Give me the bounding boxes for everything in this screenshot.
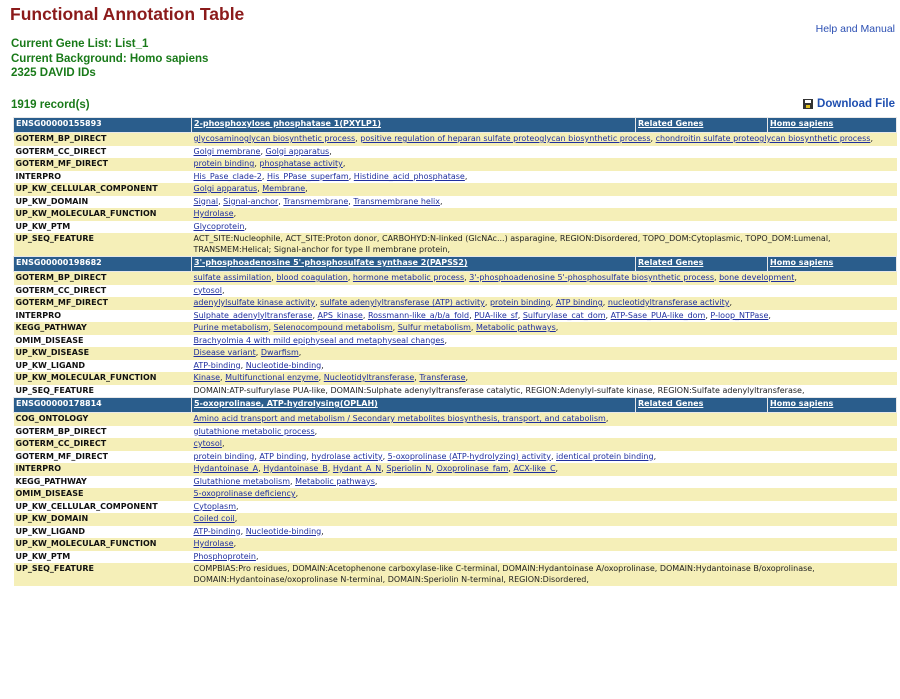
annotation-row [14,372,897,385]
annotation-row [14,513,897,526]
annotation-terms: cytosol, [192,438,897,451]
term-link[interactable]: Oxoprolinase_fam [436,464,509,473]
term-link[interactable]: adenylylsulfate kinase activity [193,298,316,307]
annotation-terms: His_Pase_clade-2, His_PPase_superfam, Histidine_acid_phosphatase, [192,171,897,184]
gene-name-link[interactable]: 3'-phosphoadenosine 5'-phosphosulfate synthase 2(PAPSS2) [194,258,468,267]
annotation-row [14,347,897,360]
annotation-terms: Sulphate_adenylyltransferase, APS_kinase, Rossmann-like_a/b/a_fold, PUA-like_sf, Sulfurylase_cat_dom, ATP-Sase_PUA-like_dom, P-loop_NTPase, [192,310,897,323]
term-link[interactable]: Sulphate_adenylyltransferase [193,310,313,320]
annotation-terms: protein binding, ATP binding, hydrolase activity, 5-oxoprolinase (ATP-hydrolyzing) activity, identical protein binding, [192,451,897,464]
annotation-terms: 5-oxoprolinase deficiency, [192,488,897,501]
term-link[interactable]: Golgi apparatus [193,184,258,193]
annotation-terms [192,563,897,586]
annotation-row [14,413,897,426]
annotation-terms [192,385,897,398]
annotation-terms: Kinase, Multifunctional enzyme, Nucleotidyltransferase, Transferase, [192,372,897,385]
annotation-category: UP_SEQ_FEATURE [14,563,192,586]
annotation-category: UP_KW_CELLULAR_COMPONENT [14,183,192,196]
annotation-terms: Disease variant, Dwarfism, [192,347,897,360]
annotation-category: UP_KW_MOLECULAR_FUNCTION [14,208,192,221]
annotation-category: KEGG_PATHWAY [14,322,192,335]
annotation-terms: ATP-binding, Nucleotide-binding, [192,360,897,373]
term-link[interactable]: Purine metabolism [193,323,269,332]
term-link[interactable]: Amino acid transport and metabolism / Secondary metabolites biosynthesis, transport, and catabolism [193,414,606,423]
term-link[interactable]: sulfate adenylyltransferase (ATP) activity [320,298,485,307]
term-link[interactable]: Hydantoinase_A [193,464,259,473]
annotation-category: GOTERM_CC_DIRECT [14,285,192,298]
download-file-link[interactable] [803,98,895,110]
term-link[interactable]: Membrane [262,184,306,193]
term-link[interactable]: Nucleotidyltransferase [323,373,415,382]
annotation-row [14,563,897,586]
annotation-terms: Glycoprotein, [192,221,897,234]
seq-feature-text: DOMAIN:ATP-sulfurylase PUA-like, DOMAIN:Sulphate adenylyltransferase catalytic, REGION:Adenylyl-sulfate kinase, REGION:Sulfate adenylyltransferase, [193,385,805,395]
annotation-category: GOTERM_CC_DIRECT [14,146,192,159]
annotation-category: INTERPRO [14,463,192,476]
annotation-terms: glutathione metabolic process, [192,426,897,439]
term-link[interactable]: ATP binding [555,298,603,307]
term-link[interactable]: blood coagulation [276,273,348,282]
term-link[interactable]: Glycoprotein [193,221,245,231]
annotation-row [14,221,897,234]
term-link[interactable]: Sulfur metabolism [397,323,471,332]
annotation-category: GOTERM_BP_DIRECT [14,426,192,439]
annotation-terms: Coiled coil, [192,513,897,526]
term-link[interactable]: protein binding [193,451,255,461]
term-link[interactable]: Hydantoinase_B [263,464,328,473]
gene-id: ENSG00000178814 [14,398,192,413]
annotation-category: UP_SEQ_FEATURE [14,385,192,398]
term-link[interactable]: P-loop_NTPase [710,310,769,320]
annotation-terms: Glutathione metabolism, Metabolic pathways, [192,476,897,489]
record-count: 1919 record(s) [11,99,90,111]
term-link[interactable]: phosphatase activity [259,159,343,168]
term-link[interactable]: sulfate assimilation [193,273,272,282]
term-link[interactable]: Speriolin_N [386,464,432,473]
annotation-row [14,385,897,398]
term-link[interactable]: identical protein binding [556,451,654,461]
related-genes-link[interactable]: Related Genes [638,119,704,128]
gene-id: ENSG00000198682 [14,257,192,272]
annotation-terms [192,233,897,257]
annotation-terms: Cytoplasm, [192,501,897,514]
term-link[interactable]: Signal [193,196,219,206]
annotation-category: GOTERM_BP_DIRECT [14,133,192,146]
annotation-row [14,133,897,146]
term-link[interactable]: Cytoplasm [193,501,237,511]
term-link[interactable]: Nucleotide-binding [245,526,322,536]
annotation-row [14,171,897,184]
annotation-category: UP_KW_CELLULAR_COMPONENT [14,501,192,514]
annotation-category: UP_KW_PTM [14,221,192,234]
annotation-terms: Brachyolmia 4 with mild epiphyseal and metaphyseal changes, [192,335,897,348]
annotation-category: INTERPRO [14,310,192,323]
annotation-row [14,551,897,564]
annotation-terms: Amino acid transport and metabolism / Secondary metabolites biosynthesis, transport, and catabolism, [192,413,897,426]
annotation-category: GOTERM_MF_DIRECT [14,297,192,310]
annotation-row [14,360,897,373]
annotation-terms: sulfate assimilation, blood coagulation, hormone metabolic process, 3'-phosphoadenosine 5'-phosphosulfate biosynthetic process, bone development, [192,272,897,285]
annotation-terms: ATP-binding, Nucleotide-binding, [192,526,897,539]
annotation-category: UP_KW_PTM [14,551,192,564]
annotation-category: UP_KW_DOMAIN [14,196,192,209]
term-link[interactable]: Sulfurylase_cat_dom [522,310,606,320]
gene-header-row [14,118,897,133]
annotation-row [14,310,897,323]
annotation-category: GOTERM_MF_DIRECT [14,158,192,171]
annotation-row [14,158,897,171]
gene-id: ENSG00000155893 [14,118,192,133]
annotation-row [14,538,897,551]
term-link[interactable]: Hydrolase [193,209,234,218]
annotation-table-body [14,118,897,587]
annotation-row [14,463,897,476]
current-background: Current Background: Homo sapiens [11,52,209,65]
annotation-terms: cytosol, [192,285,897,298]
annotation-terms: Signal, Signal-anchor, Transmembrane, Transmembrane helix, [192,196,897,209]
term-link[interactable]: Histidine_acid_phosphatase [353,171,465,181]
term-link[interactable]: Selenocompound metabolism [273,323,393,332]
annotation-category: INTERPRO [14,171,192,184]
annotation-row [14,272,897,285]
download-file-label: Download File [817,98,895,110]
term-link[interactable]: PUA-like_sf [474,310,518,320]
floppy-disk-icon [803,99,813,109]
annotation-terms: Golgi membrane, Golgi apparatus, [192,146,897,159]
annotation-category: UP_KW_LIGAND [14,360,192,373]
annotation-row [14,501,897,514]
list-info [11,37,208,81]
term-link[interactable]: Phosphoprotein [193,551,256,561]
annotation-terms: Golgi apparatus, Membrane, [192,183,897,196]
annotation-row [14,285,897,298]
term-link[interactable]: APS_kinase [317,310,363,320]
term-link[interactable]: cytosol [193,285,222,295]
term-link[interactable]: cytosol [193,439,222,448]
term-link[interactable]: hydrolase activity [311,451,383,461]
term-link[interactable]: ATP binding [259,451,307,461]
term-link[interactable]: ATP-Sase_PUA-like_dom [610,310,706,320]
term-link[interactable]: protein binding [193,159,255,168]
term-link[interactable]: Transmembrane [283,196,349,206]
annotation-row [14,208,897,221]
annotation-row [14,451,897,464]
annotation-category: UP_SEQ_FEATURE [14,233,192,257]
seq-feature-text: ACT_SITE:Nucleophile, ACT_SITE:Proton donor, CARBOHYD:N-linked (GlcNAc...) asparagine, REGION:Disordered, TOPO_DOM:Cytoplasmic, TOPO_DOM:Lumenal, TRANSMEM:Helical; Signal-anchor for type II membrane protein, [193,234,831,254]
term-link[interactable]: Nucleotide-binding [245,360,322,370]
annotation-row [14,438,897,451]
gene-header-row [14,257,897,272]
annotation-category: UP_KW_MOLECULAR_FUNCTION [14,372,192,385]
annotation-row [14,146,897,159]
species-link[interactable]: Homo sapiens [770,119,834,128]
term-link[interactable]: 3'-phosphoadenosine 5'-phosphosulfate biosynthetic process [469,273,714,282]
annotation-category: GOTERM_BP_DIRECT [14,272,192,285]
term-link[interactable]: Rossmann-like_a/b/a_fold [367,310,470,320]
term-link[interactable]: protein binding [489,298,551,307]
term-link[interactable]: Coiled coil [193,514,235,523]
related-genes-link[interactable]: Related Genes [638,399,704,408]
term-link[interactable]: Signal-anchor [223,196,279,206]
term-link[interactable]: bone development [719,273,795,282]
term-link[interactable]: Transmembrane helix [353,196,440,206]
annotation-terms: protein binding, phosphatase activity, [192,158,897,171]
annotation-row [14,488,897,501]
annotation-row [14,233,897,257]
annotation-terms: Hydrolase, [192,208,897,221]
annotation-category: COG_ONTOLOGY [14,413,192,426]
annotation-category: GOTERM_MF_DIRECT [14,451,192,464]
annotation-terms: adenylylsulfate kinase activity, sulfate adenylyltransferase (ATP) activity, protein binding, ATP binding, nucleotidyltransferase activity, [192,297,897,310]
help-manual-link[interactable]: Help and Manual [815,23,895,35]
term-link[interactable]: ATP-binding [193,360,241,370]
term-link[interactable]: Glutathione metabolism [193,476,291,486]
term-link[interactable]: nucleotidyltransferase activity [607,298,730,307]
annotation-row [14,426,897,439]
david-id-count: 2325 DAVID IDs [11,67,96,79]
annotation-category: UP_KW_DOMAIN [14,513,192,526]
term-link[interactable]: Metabolic pathways [295,476,375,486]
page-title: Functional Annotation Table [10,4,245,24]
term-link[interactable]: Golgi apparatus [265,146,330,156]
annotation-terms: Phosphoprotein, [192,551,897,564]
annotation-category: GOTERM_CC_DIRECT [14,438,192,451]
term-link[interactable]: Hydant_A_N [332,464,382,473]
term-link[interactable]: ATP-binding [193,526,241,536]
term-link[interactable]: Disease variant [193,348,256,357]
gene-header-row [14,398,897,413]
term-link[interactable]: Transferase [419,373,466,382]
annotation-row [14,196,897,209]
annotation-terms: Hydrolase, [192,538,897,551]
annotation-table [13,117,897,586]
annotation-category: UP_KW_DISEASE [14,347,192,360]
term-link[interactable]: glutathione metabolic process [193,426,315,436]
annotation-row [14,183,897,196]
gene-name-link[interactable]: 5-oxoprolinase, ATP-hydrolysing(OPLAH) [194,399,378,408]
annotation-category: UP_KW_MOLECULAR_FUNCTION [14,538,192,551]
term-link[interactable]: His_Pase_clade-2 [193,171,262,181]
term-link[interactable]: hormone metabolic process [352,273,465,282]
term-link[interactable]: Brachyolmia 4 with mild epiphyseal and metaphyseal changes [193,335,445,345]
annotation-row [14,322,897,335]
term-link[interactable]: Hydrolase [193,539,234,548]
gene-name-link[interactable]: 2-phosphoxylose phosphatase 1(PXYLP1) [194,119,381,128]
annotation-row [14,476,897,489]
annotation-terms: Purine metabolism, Selenocompound metabolism, Sulfur metabolism, Metabolic pathways, [192,322,897,335]
term-link[interactable]: Metabolic pathways [476,323,556,332]
term-link[interactable]: glycosaminoglycan biosynthetic process [193,134,356,143]
term-link[interactable]: positive regulation of heparan sulfate proteoglycan biosynthetic process [360,134,651,143]
related-genes-link[interactable]: Related Genes [638,258,704,267]
annotation-category: OMIM_DISEASE [14,488,192,501]
annotation-category: KEGG_PATHWAY [14,476,192,489]
term-link[interactable]: chondroitin sulfate proteoglycan biosynthetic process [655,134,871,143]
annotation-terms: glycosaminoglycan biosynthetic process, positive regulation of heparan sulfate proteoglycan biosynthetic process, chondroitin sulfate proteoglycan biosynthetic process, [192,133,897,146]
species-link[interactable]: Homo sapiens [770,399,834,408]
annotation-row [14,526,897,539]
term-link[interactable]: Kinase [193,373,221,382]
annotation-row [14,335,897,348]
term-link[interactable]: Multifunctional enzyme [225,373,319,382]
term-link[interactable]: 5-oxoprolinase (ATP-hydrolyzing) activity [387,451,551,461]
species-link[interactable]: Homo sapiens [770,258,834,267]
term-link[interactable]: 5-oxoprolinase deficiency [193,489,296,498]
annotation-row [14,297,897,310]
annotation-terms: Hydantoinase_A, Hydantoinase_B, Hydant_A_N, Speriolin_N, Oxoprolinase_fam, ACX-like_C, [192,463,897,476]
annotation-category: OMIM_DISEASE [14,335,192,348]
term-link[interactable]: ACX-like_C [513,464,556,473]
term-link[interactable]: His_PPase_superfam [266,171,349,181]
seq-feature-text: COMPBIAS:Pro residues, DOMAIN:Acetophenone carboxylase-like C-terminal, DOMAIN:Hydantoinase A/oxoprolinase, DOMAIN:Hydantoinase B/oxoprolinase, DOMAIN:Hydantoinase/oxoprolinase N-terminal, DOMAIN:Speriolin N-terminal, REGION:Disordered, [193,564,815,584]
term-link[interactable]: Golgi membrane [193,146,261,156]
current-gene-list: Current Gene List: List_1 [11,38,149,50]
annotation-category: UP_KW_LIGAND [14,526,192,539]
term-link[interactable]: Dwarfism [260,348,299,357]
